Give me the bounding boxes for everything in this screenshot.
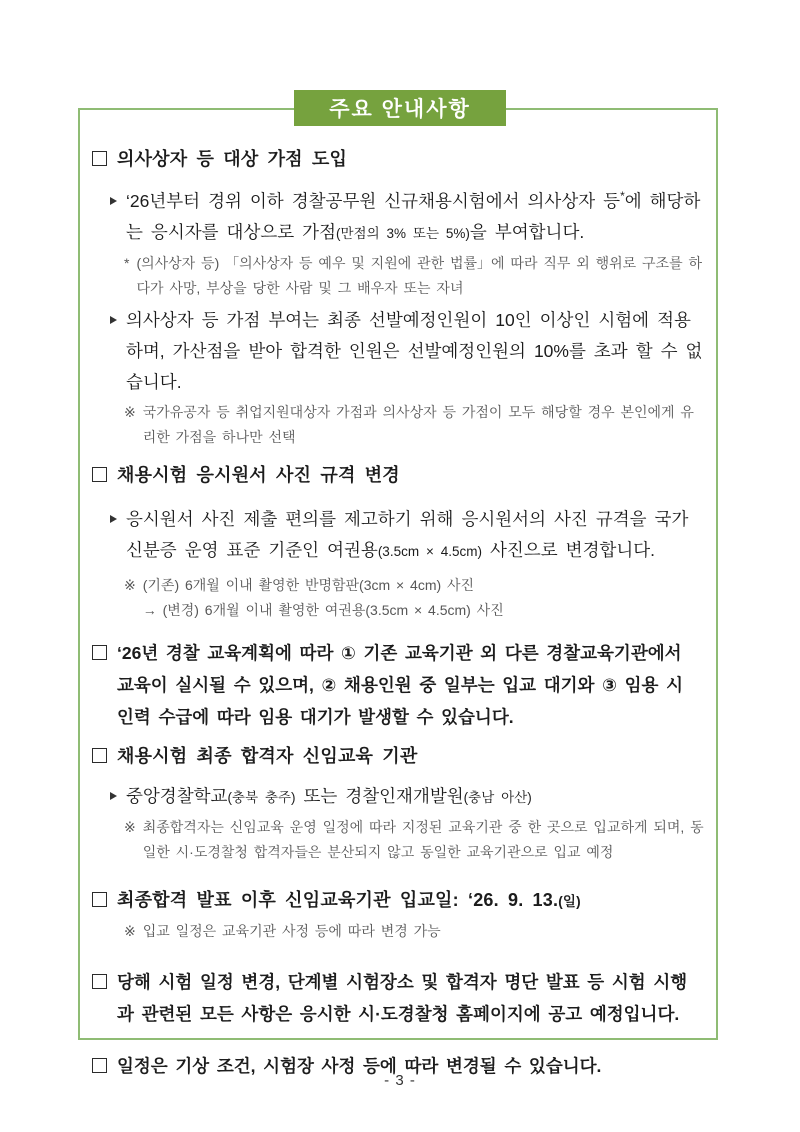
reference-mark-icon: ※ [124, 923, 136, 939]
text-part: ‘26년부터 경위 이하 경찰공무원 신규채용시험에서 의사상자 등 [126, 191, 621, 211]
bullet-triangle-icon [110, 197, 117, 205]
footnote-line-2: → (변경) 6개월 이내 촬영한 여권용(3.5cm × 4.5cm) 사진 [142, 602, 504, 618]
section-2-footnote [124, 573, 704, 623]
text-part-small: (만점의 3% 또는 5%) [336, 226, 470, 241]
checkbox-icon [92, 974, 107, 989]
text-part: 또는 경찰인재개발원 [295, 786, 464, 806]
section-2-title: 채용시험 응시원서 사진 규격 변경 [117, 465, 400, 485]
notice-content [80, 110, 716, 1082]
text-part-small: (충남 아산) [463, 790, 532, 805]
section-4-footnote-text: 최종합격자는 신임교육 운영 일정에 따라 지정된 교육기관 중 한 곳으로 입교하게 되며, 동일한 시·도경찰청 합격자들은 분산되지 않고 동일한 교육기관으로 입교 예정 [142, 819, 704, 860]
section-2-bullet-1-text [126, 504, 704, 567]
section-6-paragraph [90, 966, 704, 1030]
text-part-small: (충북 충주) [227, 790, 296, 805]
section-5-footnote [124, 919, 704, 944]
footnote-line-1: (기존) 6개월 이내 촬영한 반명함판(3cm × 4cm) 사진 [142, 577, 475, 593]
checkbox-icon [92, 645, 107, 660]
section-5-heading [90, 889, 704, 913]
section-1-footnote-1 [124, 251, 704, 301]
text-part-small: (일) [558, 894, 581, 909]
text-part: 에 해당하는 응시자를 대상으로 가점 [126, 191, 701, 242]
asterisk-superscript: * [620, 189, 625, 204]
section-2-footnote-text [143, 573, 704, 623]
section-3-paragraph [90, 637, 704, 733]
text-part: 최종합격 발표 이후 신임교육기관 입교일: ‘26. 9. 13. [117, 890, 559, 910]
section-1-title: 의사상자 등 대상 가점 도입 [117, 149, 348, 169]
reference-mark-icon: ※ [124, 577, 136, 593]
checkbox-icon [92, 892, 107, 907]
section-1-bullet-2 [110, 305, 704, 398]
page-title-label: 주요 안내사항 [329, 98, 471, 121]
section-5-title [117, 889, 704, 913]
text-part: 중앙경찰학교 [126, 786, 228, 806]
section-1-bullet-1-text [126, 186, 704, 249]
section-1-footnote-2-text: 국가유공자 등 취업지원대상자 가점과 의사상자 등 가점이 모두 해당할 경우 본인에게 유리한 가점을 하나만 선택 [142, 404, 694, 445]
page-number: - 3 - [384, 1072, 416, 1089]
section-4-footnote [124, 815, 704, 865]
section-4-bullet-1-text [126, 781, 704, 813]
text-part: 을 부여합니다. [469, 222, 585, 242]
section-2-heading [90, 464, 704, 486]
section-4-heading [90, 745, 704, 767]
checkbox-icon [92, 151, 107, 166]
checkbox-icon [92, 1058, 107, 1073]
section-7-text: 일정은 기상 조건, 시험장 사정 등에 따라 변경될 수 있습니다. [117, 1056, 602, 1076]
bullet-triangle-icon [110, 792, 117, 800]
page-title [294, 90, 506, 126]
bullet-triangle-icon [110, 316, 117, 324]
section-1-footnote-1-text: (의사상자 등) 「의사상자 등 예우 및 지원에 관한 법률」에 따라 직무 외 행위로 구조를 하다가 사망, 부상을 당한 사람 및 그 배우자 또는 자녀 [136, 255, 702, 296]
section-2-bullet-1 [110, 504, 704, 567]
section-4-title: 채용시험 최종 합격자 신임교육 기관 [117, 746, 418, 766]
section-6-text: 당해 시험 일정 변경, 단계별 시험장소 및 합격자 명단 발표 등 시험 시행과 관련된 모든 사항은 응시한 시·도경찰청 홈페이지에 공고 예정입니다. [117, 972, 688, 1024]
bullet-triangle-icon [110, 515, 117, 523]
section-1-footnote-2 [124, 400, 704, 450]
checkbox-icon [92, 748, 107, 763]
text-part: 사진으로 변경합니다. [482, 540, 656, 560]
section-5-footnote-text: 입교 일정은 교육기관 사정 등에 따라 변경 가능 [142, 923, 441, 939]
reference-mark-icon: ※ [124, 819, 136, 835]
section-1-heading [90, 148, 704, 170]
asterisk-marker: * [124, 255, 130, 271]
section-4-bullet-1 [110, 781, 704, 813]
checkbox-icon [92, 467, 107, 482]
section-3-text: ‘26년 경찰 교육계획에 따라 ① 기존 교육기관 외 다른 경찰교육기관에서 교육이 실시될 수 있으며, ② 채용인원 중 일부는 입교 대기와 ③ 임용 시 인력 수급에 따라 임용 대기가 발생할 수 있습니다. [117, 643, 683, 727]
section-1-bullet-1 [110, 186, 704, 249]
text-part: 응시원서 사진 제출 편의를 제고하기 위해 응시원서의 사진 규격을 국가 신분증 운영 표준 기준인 여권용 [126, 509, 689, 560]
notice-border-box [78, 108, 718, 1076]
section-1-bullet-2-text: 의사상자 등 가점 부여는 최종 선발예정인원이 10인 이상인 시험에 적용하며, 가산점을 받아 합격한 인원은 선발예정인원의 10%를 초과 할 수 없습니다. [126, 310, 703, 392]
text-part-small: (3.5cm × 4.5cm) [377, 544, 483, 559]
reference-mark-icon: ※ [124, 404, 136, 420]
